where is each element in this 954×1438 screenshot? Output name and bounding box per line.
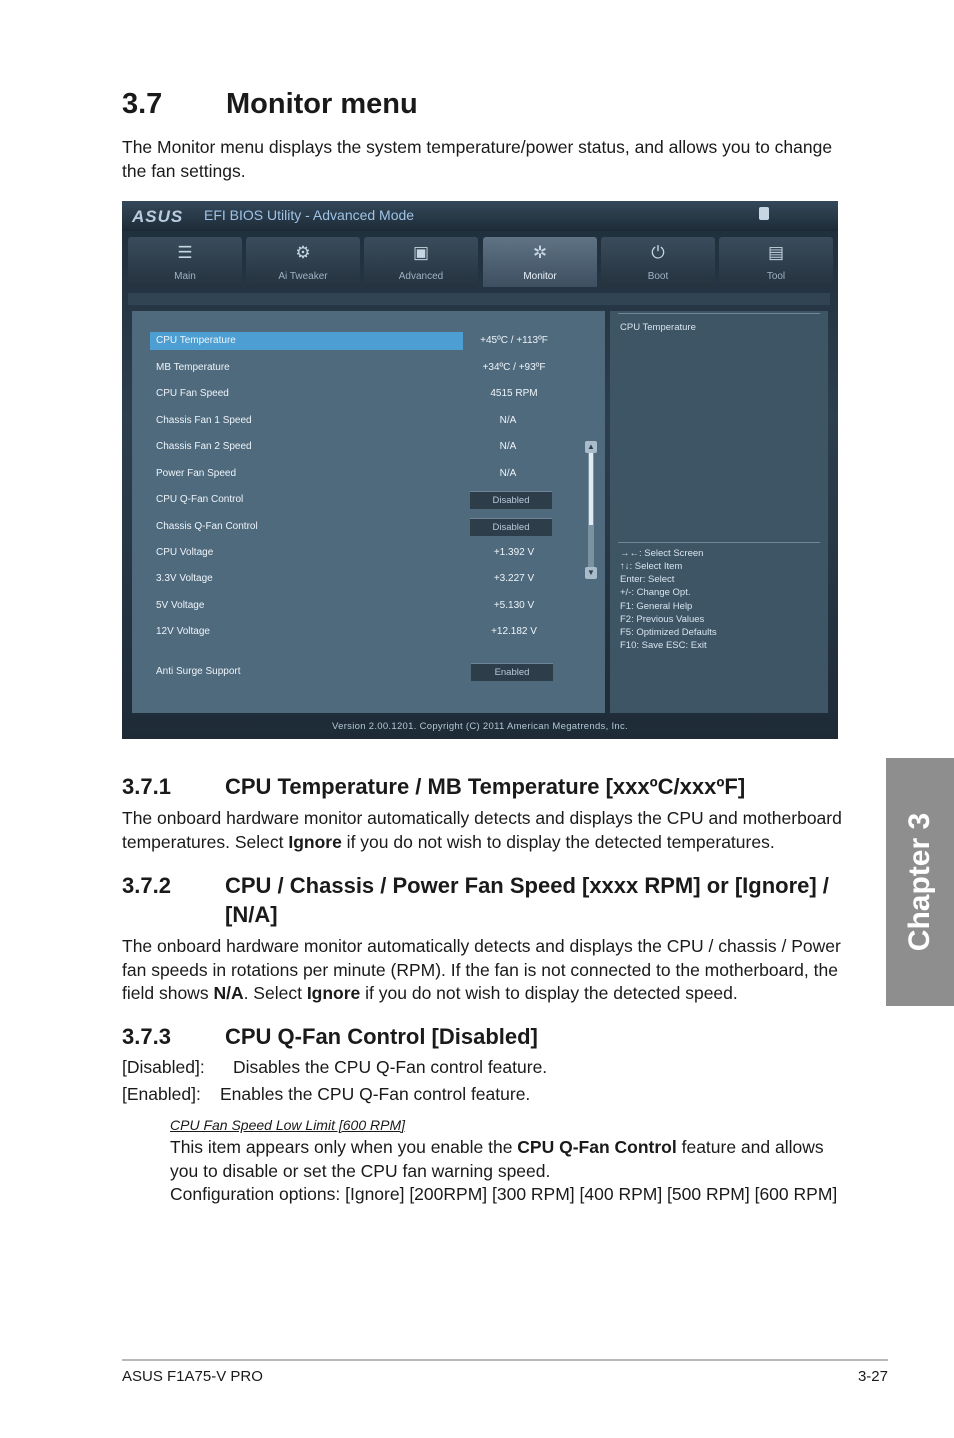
chapter-tab (886, 758, 954, 1006)
sub-item-config-options: Configuration options: [Ignore] [200RPM] [300 RPM] [400 RPM] [500 RPM] [600 RPM] (170, 1184, 838, 1204)
sub-item-title: CPU Fan Speed Low Limit [600 RPM] (170, 1117, 405, 1133)
scrollbar-thumb[interactable] (589, 453, 593, 525)
scroll-down-icon[interactable]: ▼ (585, 567, 597, 579)
option-disabled-key: [Disabled]: (122, 1057, 205, 1077)
tab-monitor[interactable] (483, 237, 597, 287)
text: feature and allows you to disable or set the CPU fan warning speed. (170, 1137, 824, 1181)
row-mb-temperature-label[interactable]: MB Temperature (156, 362, 230, 373)
row-chassis-qfan-label[interactable]: Chassis Q-Fan Control (156, 521, 258, 532)
subsection-3-7-1-paragraph (122, 807, 842, 854)
subsection-3-7-2-heading (122, 872, 842, 930)
subsection-number: 3.7.3 (122, 1024, 171, 1049)
tweaker-icon: ⚙ (295, 243, 311, 262)
tab-label: Advanced (398, 271, 444, 282)
list-icon: ☰ (177, 243, 193, 262)
cpu-qfan-dropdown[interactable]: Disabled (470, 491, 552, 509)
advanced-icon: ▣ (412, 243, 430, 262)
option-disabled-desc: Disables the CPU Q-Fan control feature. (233, 1057, 548, 1077)
exit-icon[interactable] (759, 207, 769, 220)
subsection-title: CPU Temperature / MB Temperature [xxxºC/xxxºF] (225, 774, 746, 799)
row-12v-voltage-value: +12.182 V (491, 626, 537, 637)
row-3v3-voltage-label[interactable]: 3.3V Voltage (156, 573, 213, 584)
help-divider-top (618, 313, 820, 314)
row-cpu-temperature-label[interactable]: CPU Temperature (156, 335, 236, 346)
text: if you do not wish to display the detected temperatures. (341, 831, 775, 852)
row-anti-surge-label[interactable]: Anti Surge Support (156, 666, 241, 677)
text: The onboard hardware monitor automatically detects and displays the CPU / chassis / Power fan speeds in rotations per minute (RPM). If the fan is not connected to the motherboard, the field shows (122, 936, 841, 1003)
key-hint: Enter: Select (620, 574, 675, 585)
row-chassis-fan-2-value: N/A (499, 441, 517, 452)
subsection-3-7-2-paragraph (122, 935, 842, 1006)
sub-menu-strip (128, 293, 830, 305)
bios-title: EFI BIOS Utility - Advanced Mode (204, 207, 415, 223)
tab-label: Main (174, 271, 196, 282)
scroll-up-icon[interactable]: ▲ (585, 441, 597, 453)
tab-main[interactable] (128, 237, 242, 287)
row-power-fan-value: N/A (499, 468, 517, 479)
row-cpu-fan-speed-label[interactable]: CPU Fan Speed (156, 388, 229, 399)
bold-text: N/A (213, 983, 244, 1003)
tab-boot[interactable] (601, 237, 715, 287)
subsection-title-line2: [N/A] (225, 902, 278, 927)
tab-label: Tool (766, 271, 786, 282)
bold-text: Ignore (288, 831, 342, 852)
key-hint: F2: Previous Values (620, 614, 705, 625)
tab-ai-tweaker[interactable] (246, 237, 360, 287)
chapter-tab-label: Chapter 3 (903, 812, 936, 952)
footer-rule (122, 1359, 888, 1361)
asus-logo: ASUS (132, 207, 184, 226)
row-power-fan-label[interactable]: Power Fan Speed (156, 468, 237, 479)
anti-surge-dropdown[interactable]: Enabled (471, 663, 553, 681)
row-12v-voltage-label[interactable]: 12V Voltage (156, 626, 210, 637)
text: if you do not wish to display the detected speed. (360, 983, 738, 1003)
row-3v3-voltage-value: +3.227 V (493, 573, 535, 584)
text: This item appears only when you enable the (170, 1137, 518, 1157)
subsection-3-7-1-heading (122, 773, 842, 801)
tab-tool[interactable] (719, 237, 833, 287)
text: . Select (243, 983, 307, 1003)
option-enabled-key: [Enabled]: (122, 1084, 201, 1104)
text: The onboard hardware monitor automatically detects and displays the CPU and motherboard temperatures. Select (122, 808, 842, 852)
tab-label: Boot (647, 271, 669, 282)
key-hint: ↑↓: Select Item (620, 561, 683, 572)
tool-icon: ▤ (767, 243, 785, 262)
section-title (122, 88, 418, 121)
key-hint: F1: General Help (620, 601, 693, 612)
section-number: 3.7 (122, 88, 163, 120)
help-title: CPU Temperature (620, 322, 696, 333)
subsection-3-7-3-heading (122, 1023, 842, 1051)
row-cpu-voltage-label[interactable]: CPU Voltage (156, 547, 214, 558)
sub-item-description (170, 1136, 842, 1183)
power-icon: ⏻ (651, 243, 665, 262)
row-cpu-voltage-value: +1.392 V (493, 547, 535, 558)
bold-text: Ignore (306, 983, 361, 1003)
chassis-qfan-dropdown[interactable]: Disabled (470, 518, 552, 536)
option-enabled-desc: Enables the CPU Q-Fan control feature. (220, 1084, 531, 1104)
row-chassis-fan-1-label[interactable]: Chassis Fan 1 Speed (156, 415, 252, 426)
row-5v-voltage-label[interactable]: 5V Voltage (156, 600, 205, 611)
help-panel (610, 311, 828, 713)
tab-label: Ai Tweaker (278, 271, 328, 282)
bios-version: Version 2.00.1201. Copyright (C) 2011 American Megatrends, Inc. (332, 721, 628, 732)
footer-product: ASUS F1A75-V PRO (122, 1368, 263, 1385)
tab-advanced[interactable] (364, 237, 478, 287)
subsection-title: CPU Q-Fan Control [Disabled] (225, 1024, 538, 1049)
section-title-text: Monitor menu (226, 88, 418, 120)
key-hint: F5: Optimized Defaults (620, 627, 717, 638)
row-5v-voltage-value: +5.130 V (493, 600, 535, 611)
row-cpu-qfan-label[interactable]: CPU Q-Fan Control (156, 494, 244, 505)
subsection-number: 3.7.2 (122, 873, 171, 898)
row-chassis-fan-1-value: N/A (499, 415, 517, 426)
monitor-icon: ✲ (532, 243, 548, 262)
row-cpu-temperature-value: +45ºC / +113ºF (480, 335, 548, 346)
help-divider-bottom (618, 542, 820, 543)
bios-screenshot (122, 201, 838, 739)
subsection-number: 3.7.1 (122, 774, 171, 799)
tab-label: Monitor (523, 271, 557, 282)
key-hint: +/-: Change Opt. (620, 587, 691, 598)
row-cpu-fan-speed-value: 4515 RPM (490, 388, 538, 399)
row-chassis-fan-2-label[interactable]: Chassis Fan 2 Speed (156, 441, 252, 452)
key-hint: F10: Save ESC: Exit (620, 640, 707, 651)
bold-text: CPU Q-Fan Control (517, 1137, 677, 1157)
subsection-title-line1: CPU / Chassis / Power Fan Speed [xxxx RPM] or [Ignore] / (225, 873, 829, 898)
intro-paragraph: The Monitor menu displays the system temperature/power status, and allows you to change the fan settings. (122, 137, 833, 181)
footer-page-number: 3-27 (857, 1368, 888, 1385)
row-mb-temperature-value: +34ºC / +93ºF (482, 362, 546, 373)
key-hint: →←: Select Screen (620, 548, 704, 559)
